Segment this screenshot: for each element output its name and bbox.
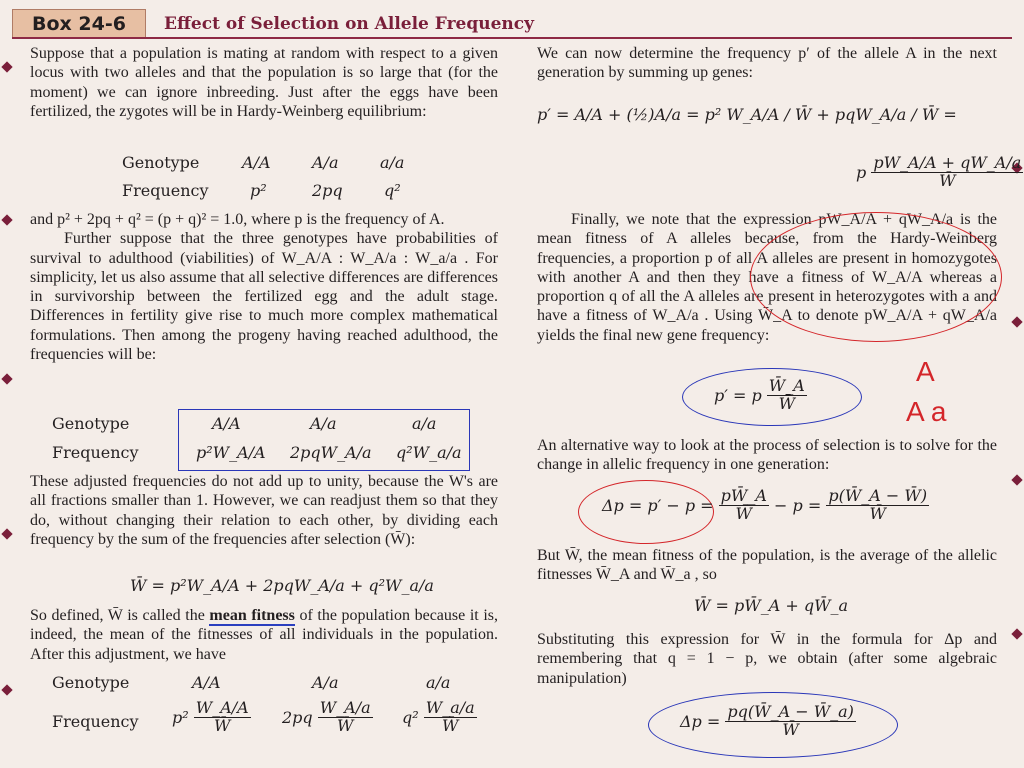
margin-diamond xyxy=(1,214,12,225)
right-column-top xyxy=(537,44,997,83)
mean-fitness-term: mean fitness xyxy=(209,607,295,624)
margin-diamond xyxy=(1011,474,1022,485)
header-rule xyxy=(12,37,1012,39)
new-gene-frequency-equation: p′ = p $\frac{W̄\_A}{W̄}$ xyxy=(714,376,805,413)
table3-freq-Aa: 2pq $\frac{W\_A/a}{W̄}$ xyxy=(282,698,371,735)
left-margin-marks xyxy=(0,0,14,768)
delta-p-equation: Δp = p′ − p = $\frac{pW̄\_A}{W̄}$ − p = $\frac{p(W̄\_A - W̄)}{W̄}$ xyxy=(602,486,928,523)
margin-diamond xyxy=(1,684,12,695)
margin-diamond xyxy=(1,61,12,72)
right-margin-marks xyxy=(1010,0,1024,768)
wbar-allelic-equation: W̄ = pW̄_A + qW̄_a xyxy=(694,596,849,615)
handwritten-A: A xyxy=(916,356,935,387)
mean-fitness-equation: W̄ = p²W_A/A + 2pqW_A/a + q²W_a/a xyxy=(130,576,434,595)
left-column xyxy=(30,44,498,121)
left-column-lower xyxy=(30,472,498,549)
right-column-change xyxy=(537,436,997,475)
box-title: Effect of Selection on Allele Frequency xyxy=(164,14,534,34)
next-generation-paragraph: We can now determine the frequency p′ of the allele A in the next generation by summing up genes: xyxy=(537,45,997,82)
table3-freq-AA: p² $\frac{W\_A/A}{W̄}$ xyxy=(172,698,249,735)
mean-allele-fitness-paragraph: Finally, we note that the expression pW_A/A + qW_A/a is the mean fitness of A alleles because, from the Hardy-Weinberg frequencies, a proportion p of all A alleles are present in homozygotes with another A and then they have a fitness of W_A/A whereas a proportion q of all the A alleles are present in heterozygotes with a and have a fitness of W_A/a . Using W̄_A to denote pW_A/A + qW_A/a yields the final new gene frequency: xyxy=(537,211,997,344)
allele-frequency-result: p $\frac{pW\_A/A + qW\_A/a}{W̄}$ xyxy=(856,153,1022,190)
intro-paragraph: Suppose that a population is mating at random with respect to a given locus with two alleles and that the population is so large that (for the moment) we can ignore inbreeding. Just after the eggs have been fertilized, the zygotes will be in Hardy-Weinberg equilibrium: xyxy=(30,45,498,120)
adjust-paragraph: These adjusted frequencies do not add up to unity, because the W's are all fractions smaller than 1. However, we can readjust them so that they do, without changing their relation to each other, by dividing each frequency by the sum of the frequencies after selection (W̄): xyxy=(30,473,498,548)
table3-freq-aa: q² $\frac{W\_a/a}{W̄}$ xyxy=(402,698,475,735)
final-delta-p-equation: Δp = $\frac{pq(W̄\_A - W̄\_a)}{W̄}$ xyxy=(680,702,854,739)
right-column-bottom xyxy=(537,630,997,688)
box-header xyxy=(12,9,1012,37)
average-fitness-paragraph: But W̄, the mean fitness of the population, is the average of the allelic fitnesses W̄_A and W̄_a , so xyxy=(537,547,997,584)
margin-diamond xyxy=(1011,628,1022,639)
allele-frequency-equation: p′ = A/A + (½)A/a = p² W_A/A / W̄ + pqW_A/a / W̄ = xyxy=(537,105,957,124)
viability-paragraph: Further suppose that the three genotypes have probabilities of survival to adulthood (viabilities) of W_A/A : W_A/a : W_a/a . For simplicity, let us also assume that all selective differences are differences in survivorship between the fertilized egg and the adult stage. Differences in fertility give rise to much more complex mathematical formulations. Then among the progeny having reached adulthood, the frequencies will be: xyxy=(30,230,498,364)
margin-diamond xyxy=(1,373,12,384)
sum-paragraph: and p² + 2pq + q² = (p + q)² = 1.0, where p is the frequency of A. xyxy=(30,211,445,228)
substitution-paragraph: Substituting this expression for W̄ in the formula for Δp and remembering that q = 1 − p, we obtain (after some algebraic manipulation) xyxy=(537,631,997,687)
mean-fitness-paragraph: So defined, W̄ is called the mean fitness of the population because it is, indeed, the mean of the fitnesses of all individuals in the population. After this adjustment, we have xyxy=(30,607,498,663)
margin-diamond xyxy=(1011,316,1022,327)
table3-frequency-row: Frequency p² $\frac{W\_A/A}{W̄}$ 2pq $\frac{W\_A/a}{W̄}$ q² $\frac{W\_a/a}{W̄}$ xyxy=(52,698,475,735)
red-annotation-oval xyxy=(750,212,1002,342)
left-column-mid xyxy=(30,210,498,364)
left-column-bottom xyxy=(30,606,498,664)
alternative-paragraph: An alternative way to look at the process of selection is to solve for the change in allelic frequency in one generation: xyxy=(537,437,997,474)
textbook-page: Box 24-6 Effect of Selection on Allele Frequency Suppose that a population is mating at random with respect to a given locus with two alleles and that the population is so large that (for the moment) we can ignore inbreeding. Just after the eggs have been fertilized, the zygotes will be in Hardy-Weinberg equilibrium: Genotype A/A A/a a/a Frequency p² 2pq q² and p² + 2pq + q² = (p + q)² = 1.0, where p is the frequency of A. Further suppose that the three genotypes have probabilities of survival to adulthood (viabilities) of W_A/A : W_A/a : W_a/a . For simplicity, let us also assume that all selective differences are differences in survivorship between the fertilized egg and the adult stage. Differences in fertility give rise to much more complex mathematical formulations. Then among the progeny having reached adulthood, the frequencies will be: Genotype A/A A/a a/a Frequency p²W_A/A 2pqW_A/a q²W_a/a These adjusted frequencies do not add up to unity, because the W's are all fractions smaller than 1. However, we can readjust them so that they do, without changing their relation to each other, by dividing each frequency by the sum of the frequencies after selection (W̄): W̄ = p²W_A/A + 2pqW_A/a + q²W_a/a So defined, W̄ is called the mean fitness of the population because it is, indeed, the mean of the fitnesses of all individuals in the population. After this adjustment, we have Genotype A/A A/a a/a Frequency p² $\frac{W\_A/A}{W̄}$ 2pq $\frac{W\_A/a}{W̄}$ q² $\frac{W\_a/a}{W̄}$ We can now determine the frequency p′ of the allele A in the next generation by summing up genes: p′ = A/A + (½)A/a = p² W_A/A / W̄ + pqW_A/a / W̄ = p $\frac{pW\_A/A + qW\_A/a}{W̄}$ Finally, we note that the expression pW_A/A + qW_A/a is the mean fitness of A alleles because, from the Hardy-Weinberg frequencies, a proportion p of all A alleles are present in homozygotes with another A and then they have a fitness of W_A/A whereas a proportion q of all the A alleles are present in heterozygotes with a and have a fitness of W_A/a . Using W̄_A to denote pW_A/A + qW_A/a yields the final new gene frequency: p′ = p $\frac{W̄\_A}{W̄}$ A A a An alternative way to look at the process of selection is to solve for the change in allelic frequency in one generation: Δp = p′ − p = $\frac{pW̄\_A}{W̄}$ − p = $\frac{p(W̄\_A - W̄)}{W̄}$ But W̄, the mean fitness of the population, is the average of the allelic fitnesses W̄_A and W̄_a , so W̄ = pW̄_A + qW̄_a Substituting this expression for W̄ in the formula for Δp and remembering that q = 1 − p, we obtain (after some algebraic manipulation) Δp = $\frac{pq(W̄\_A - W̄\_a)}{W̄}$ xyxy=(0,0,1024,768)
right-column-wbar xyxy=(537,546,997,585)
handwritten-Aa: A a xyxy=(906,396,947,427)
box-number-label: Box 24-6 xyxy=(12,9,146,39)
margin-diamond xyxy=(1,528,12,539)
